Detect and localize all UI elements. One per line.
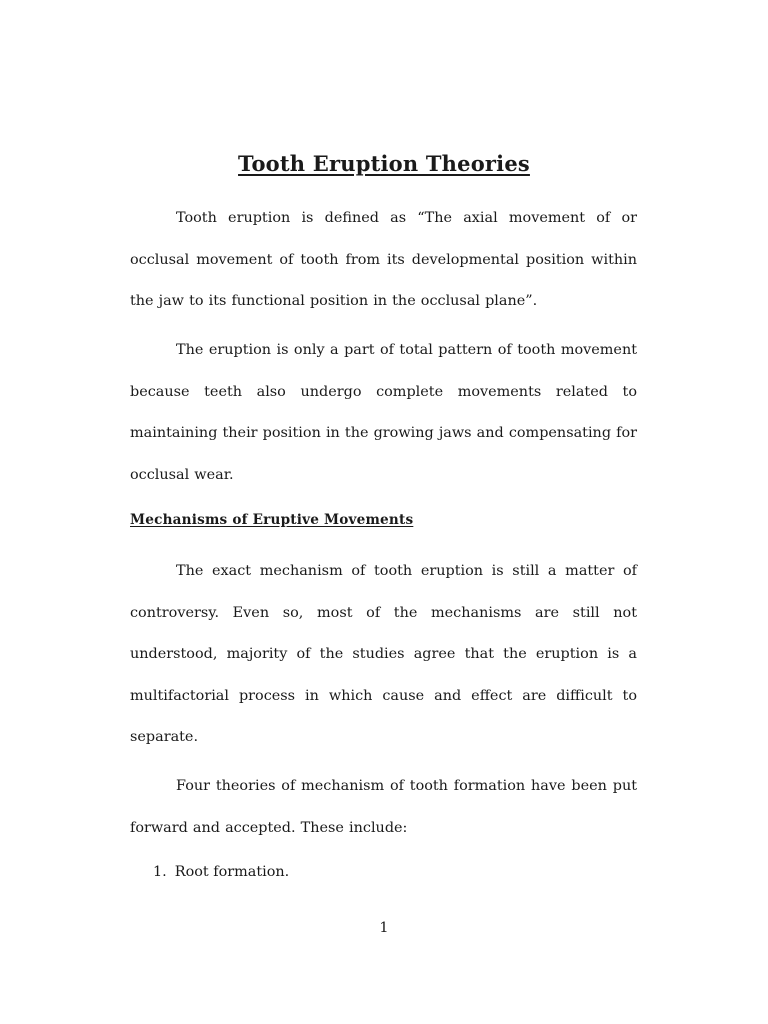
paragraph-definition: Tooth eruption is defined as “The axial movement of or occlusal movement of tooth from its developmental position within the jaw to its functional position in the occlusal plane”. <box>130 210 637 309</box>
paragraph-mechanism-controversy: The exact mechanism of tooth eruption is still a matter of controversy. Even so, most of the mechanisms are still not understood, majority of the studies agree that the eruption is a multifactorial process in which cause and effect are difficult to separate. <box>130 563 637 745</box>
list-item-text: Root formation. <box>174 864 290 880</box>
document-title: Tooth Eruption Theories <box>238 151 530 176</box>
list-item <box>153 864 289 880</box>
section-heading: Mechanisms of Eruptive Movements <box>130 512 414 528</box>
theories-list <box>153 864 289 880</box>
paragraph-eruption-pattern: The eruption is only a part of total pattern of tooth movement because teeth also undergo complete movements related to maintaining their position in the growing jaws and compensating for occlusal wear. <box>130 342 637 483</box>
page-number: 1 <box>379 920 389 936</box>
paragraph-four-theories: Four theories of mechanism of tooth formation have been put forward and accepted. These include: <box>130 778 637 836</box>
list-item-number: 1. <box>153 864 167 880</box>
